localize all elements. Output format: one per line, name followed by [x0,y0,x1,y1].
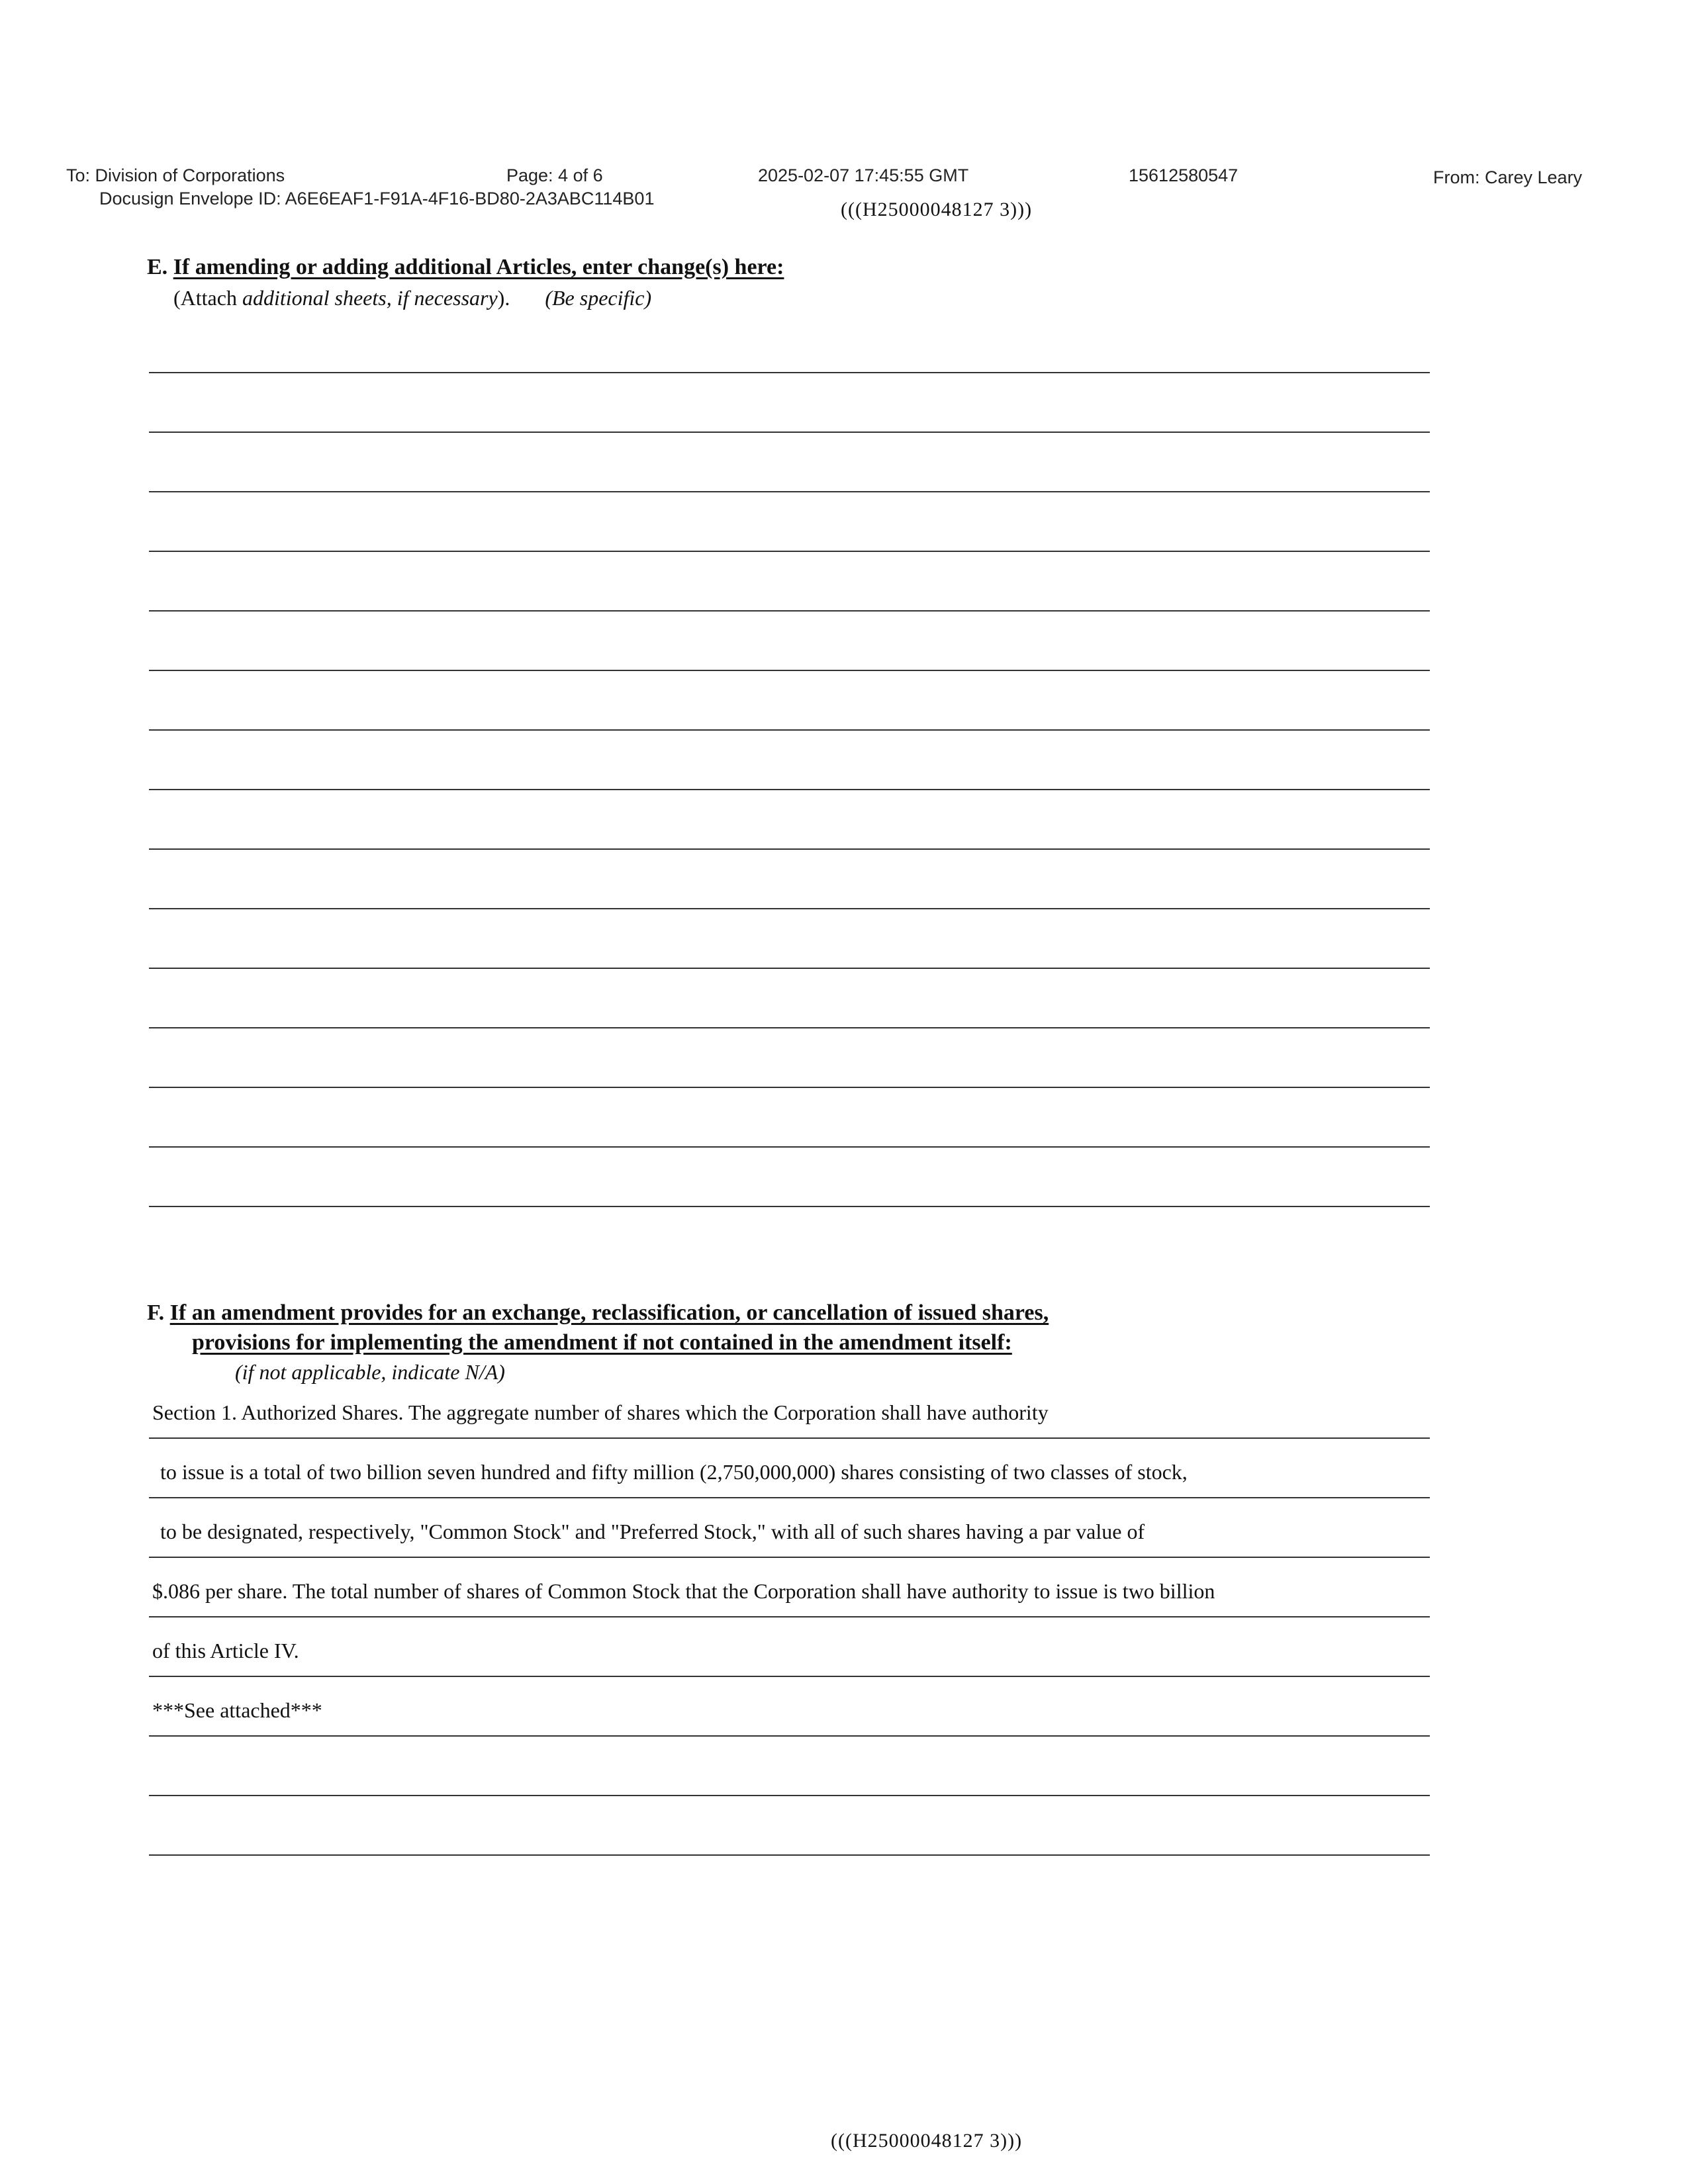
blank-line [149,432,1430,433]
note-prefix: (Attach [173,286,242,310]
amendment-line-3: to be designated, respectively, "Common Stock" and "Preferred Stock," with all of such shares having a par value of [160,1520,1145,1543]
underline [149,1676,1430,1677]
header-document-id: (((H25000048127 3))) [841,199,1033,220]
footer-document-id: (((H25000048127 3))) [831,2130,1023,2152]
blank-line [149,670,1430,671]
section-e-heading: If amending or adding additional Articles, enter change(s) here: [173,255,784,279]
blank-line [149,968,1430,969]
blank-line [149,1087,1430,1088]
section-f-note-text: (if not applicable, indicate N/A) [235,1360,505,1384]
section-f-note [235,1360,505,1385]
blank-line [149,729,1430,731]
section-f-heading-1: If an amendment provides for an exchange, reclassification, or cancellation of issued shares, [169,1300,1049,1325]
fax-timestamp: 2025-02-07 17:45:55 GMT [758,165,969,185]
section-e-title [147,255,784,280]
amendment-line-2: to issue is a total of two billion seven hundred and fifty million (2,750,000,000) shares consisting of two classes of stock, [160,1460,1188,1484]
blank-line [149,789,1430,790]
underline [149,1437,1430,1439]
blank-line [149,551,1430,552]
blank-line [149,1795,1430,1796]
underline [149,1557,1430,1558]
section-f-title-line2 [192,1330,1012,1355]
blank-line [149,1027,1430,1028]
underline [149,1616,1430,1617]
section-f-title-line1 [147,1300,1049,1326]
section-f-label: F. [147,1300,165,1325]
underline [149,1735,1430,1737]
amendment-line-1: Section 1. Authorized Shares. The aggregate number of shares which the Corporation shall have authority [152,1400,1049,1424]
fax-from: From: Carey Leary [1433,167,1583,187]
note-italic: additional sheets, if necessary [242,286,498,310]
blank-line [149,372,1430,373]
section-e-note [173,286,651,310]
fax-number: 15612580547 [1129,165,1239,185]
amendment-line-4: $.086 per share. The total number of shares of Common Stock that the Corporation shall have authority to issue is two billion [152,1579,1215,1603]
blank-line [149,848,1430,850]
blank-line [149,1854,1430,1856]
envelope-id: Docusign Envelope ID: A6E6EAF1-F91A-4F16-BD80-2A3ABC114B01 [99,189,655,208]
blank-line [149,491,1430,492]
blank-line [149,1146,1430,1148]
note-be-specific: (Be specific) [545,286,652,310]
blank-line [149,610,1430,612]
fax-to: To: Division of Corporations [66,165,285,185]
blank-line [149,908,1430,909]
underline [149,1497,1430,1498]
amendment-line-5: of this Article IV. [152,1639,299,1662]
section-e-label: E. [147,255,168,279]
note-suffix: ). [497,286,510,310]
amendment-line-6: ***See attached*** [152,1698,322,1722]
blank-line [149,1206,1430,1207]
fax-page: Page: 4 of 6 [506,165,603,185]
section-f-heading-2: provisions for implementing the amendment if not contained in the amendment itself: [192,1330,1012,1355]
